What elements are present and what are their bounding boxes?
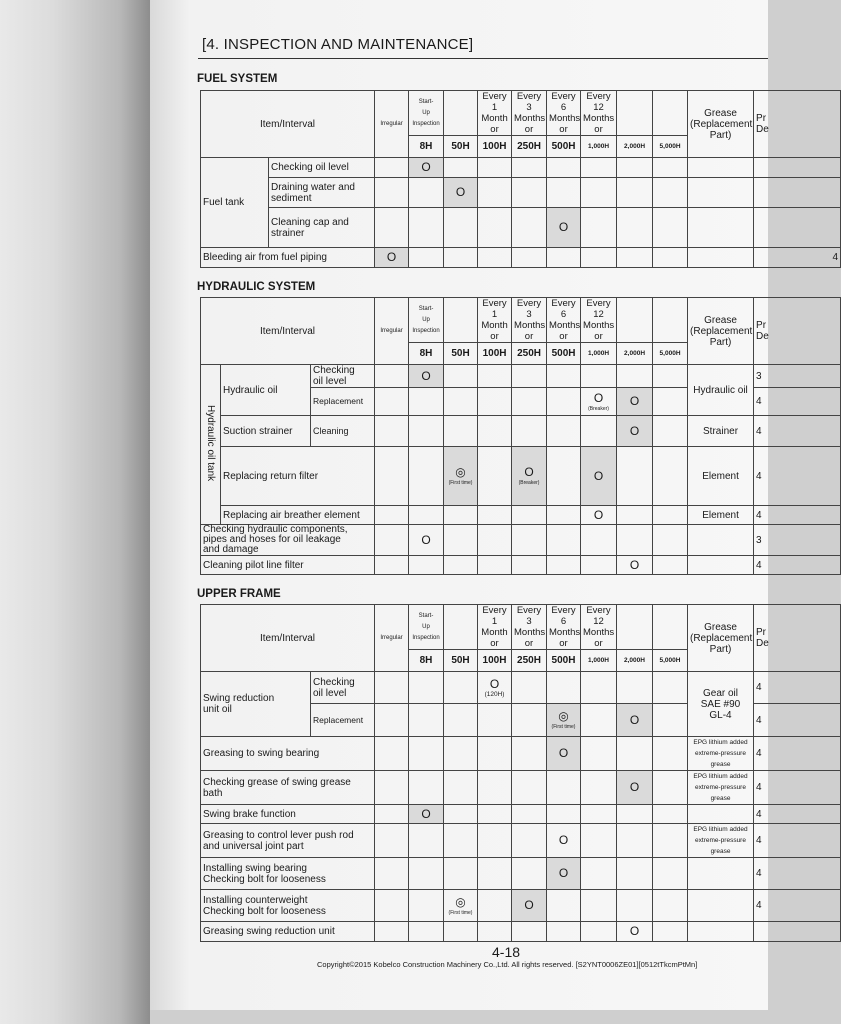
fuel-system-table [200, 90, 841, 268]
right-ref: 4 [754, 556, 841, 575]
right-ref: 4 [754, 416, 841, 447]
right-ref: 4 [754, 388, 841, 416]
hydraulic-oil-label: Hydraulic oil [221, 365, 311, 416]
hydraulic-system-table [200, 297, 841, 575]
item-label: Replacing air breather element [221, 506, 375, 525]
grease-value: Element [688, 447, 754, 506]
check-mark: O [547, 737, 581, 771]
upper-frame-title: UPPER FRAME [197, 588, 281, 600]
check-mark: O [409, 805, 444, 824]
item-label: Greasing to swing bearing [201, 737, 375, 771]
grease-value: Hydraulic oil [688, 365, 754, 416]
extra-header: Pr De [754, 91, 841, 158]
item-label: Installing counterweight Checking bolt for looseness [201, 890, 375, 922]
every-3-months-header: Every 3 Months or [512, 298, 547, 343]
sub-label: Replacement [311, 388, 375, 416]
hours-250h: 250H [512, 136, 547, 158]
hydraulic-tank-label: Hydraulic oil tank [201, 365, 221, 525]
check-mark: O [444, 178, 478, 208]
item-interval-header: Item/Interval [201, 91, 375, 158]
header-blank [444, 605, 478, 650]
irregular-header: Irregular [375, 298, 409, 365]
every-1-month-header: Every 1 Month or [478, 91, 512, 136]
hours-8h: 8H [409, 650, 444, 672]
hours-500h: 500H [547, 650, 581, 672]
irregular-header: Irregular [375, 91, 409, 158]
header-row [201, 298, 841, 343]
item-label: Bleeding air from fuel piping [201, 248, 375, 268]
table-row [201, 208, 841, 248]
table-row [201, 737, 841, 771]
hours-1000h: 1,000H [581, 136, 617, 158]
table-row [201, 672, 841, 704]
item-label: Swing brake function [201, 805, 375, 824]
hours-2000h: 2,000H [617, 650, 653, 672]
table-row [201, 556, 841, 575]
table-row [201, 922, 841, 942]
every-1-month-header: Every 1 Month or [478, 605, 512, 650]
right-ref: 4 [754, 890, 841, 922]
right-ref: 4 [754, 672, 841, 704]
check-mark: O [617, 704, 653, 737]
every-6-months-header: Every 6 Months or [547, 605, 581, 650]
header-blank [653, 298, 688, 343]
grease-value: Gear oil SAE #90 GL-4 [688, 672, 754, 737]
table-row [201, 178, 841, 208]
every-12-months-header: Every 12 Months or [581, 91, 617, 136]
table-row [201, 365, 841, 388]
every-3-months-header: Every 3 Months or [512, 91, 547, 136]
startup-header: Start- Up Inspection [409, 605, 444, 650]
hours-250h: 250H [512, 343, 547, 365]
item-label: Checking oil level [269, 158, 375, 178]
hours-1000h: 1,000H [581, 650, 617, 672]
header-blank [444, 91, 478, 136]
right-ref: 4 [754, 447, 841, 506]
binding-shadow [0, 0, 150, 1024]
table-row [201, 158, 841, 178]
right-ref: 4 [754, 248, 841, 268]
extra-header: Pr De [754, 605, 841, 672]
header-blank [617, 605, 653, 650]
header-blank [617, 91, 653, 136]
table-row [201, 525, 841, 556]
table-row [201, 506, 841, 525]
check-mark: O [617, 556, 653, 575]
header-blank [653, 91, 688, 136]
check-mark: O [617, 922, 653, 942]
item-label: Swing reduction unit oil [201, 672, 311, 737]
hydraulic-system-title: HYDRAULIC SYSTEM [197, 281, 316, 293]
item-label: Suction strainer [221, 416, 311, 447]
grease-header: Grease (Replacement Part) [688, 91, 754, 158]
table-row [201, 447, 841, 506]
hours-100h: 100H [478, 136, 512, 158]
check-mark: O [547, 858, 581, 890]
sub-label: Replacement [311, 704, 375, 737]
grease-value: Strainer [688, 416, 754, 447]
table-row [201, 890, 841, 922]
grease-value: Element [688, 506, 754, 525]
item-label: Installing swing bearing Checking bolt for looseness [201, 858, 375, 890]
hours-50h: 50H [444, 136, 478, 158]
grease-header: Grease (Replacement Part) [688, 605, 754, 672]
check-mark: ◎ (First time) [444, 890, 478, 922]
header-rule [198, 58, 768, 59]
check-mark: O [375, 248, 409, 268]
check-mark: O [581, 447, 617, 506]
irregular-header: Irregular [375, 605, 409, 672]
check-mark: O [547, 208, 581, 248]
check-mark: O [409, 525, 444, 556]
hours-5000h: 5,000H [653, 136, 688, 158]
fuel-tank-label: Fuel tank [201, 158, 269, 248]
item-label: Checking grease of swing grease bath [201, 771, 375, 805]
hours-500h: 500H [547, 343, 581, 365]
hours-2000h: 2,000H [617, 136, 653, 158]
right-ref: 3 [754, 525, 841, 556]
sub-label: Cleaning [311, 416, 375, 447]
item-label: Cleaning cap and strainer [269, 208, 375, 248]
item-label: Greasing swing reduction unit [201, 922, 375, 942]
every-3-months-header: Every 3 Months or [512, 605, 547, 650]
table-row [201, 248, 841, 268]
every-12-months-header: Every 12 Months or [581, 298, 617, 343]
header-blank [444, 298, 478, 343]
startup-header: Start- Up Inspection [409, 91, 444, 136]
check-mark: O [617, 416, 653, 447]
check-mark: O [409, 158, 444, 178]
hours-5000h: 5,000H [653, 650, 688, 672]
check-mark: ◎ (First time) [444, 447, 478, 506]
check-mark: O [547, 824, 581, 858]
check-mark: ◎ (First time) [547, 704, 581, 737]
item-label: Checking hydraulic components, pipes and hoses for oil leakage and damage [201, 525, 375, 556]
page-number: 4-18 [492, 944, 521, 960]
hours-1000h: 1,000H [581, 343, 617, 365]
fuel-system-title: FUEL SYSTEM [197, 73, 278, 85]
item-interval-header: Item/Interval [201, 298, 375, 365]
check-mark: O [409, 365, 444, 388]
item-label: Greasing to control lever push rod and universal joint part [201, 824, 375, 858]
right-ref: 3 [754, 365, 841, 388]
grease-value: EPG lithium added extreme-pressure grease [688, 824, 754, 858]
hours-250h: 250H [512, 650, 547, 672]
hours-8h: 8H [409, 343, 444, 365]
table-row [201, 416, 841, 447]
every-6-months-header: Every 6 Months or [547, 91, 581, 136]
sub-label: Checking oil level [311, 672, 375, 704]
right-ref: 4 [754, 824, 841, 858]
hours-100h: 100H [478, 343, 512, 365]
check-mark: O [617, 388, 653, 416]
hours-50h: 50H [444, 650, 478, 672]
right-ref: 4 [754, 704, 841, 737]
header-blank [653, 605, 688, 650]
right-ref: 4 [754, 805, 841, 824]
manual-page [150, 0, 839, 1010]
check-mark: O [512, 890, 547, 922]
page-header: [4. INSPECTION AND MAINTENANCE] [202, 36, 474, 53]
header-row [201, 91, 841, 136]
table-row [201, 824, 841, 858]
table-row [201, 805, 841, 824]
right-ref: 4 [754, 737, 841, 771]
grease-header: Grease (Replacement Part) [688, 298, 754, 365]
table-row [201, 858, 841, 890]
sub-label: Checking oil level [311, 365, 375, 388]
check-mark: O [581, 506, 617, 525]
right-ref: 4 [754, 506, 841, 525]
check-mark: O (120H) [478, 672, 512, 704]
hours-100h: 100H [478, 650, 512, 672]
hours-500h: 500H [547, 136, 581, 158]
hours-50h: 50H [444, 343, 478, 365]
item-interval-header: Item/Interval [201, 605, 375, 672]
header-row [201, 605, 841, 650]
extra-header: Pr De [754, 298, 841, 365]
header-blank [617, 298, 653, 343]
grease-value: EPG lithium added extreme-pressure grease [688, 737, 754, 771]
item-label: Replacing return filter [221, 447, 375, 506]
check-mark: O (Breaker) [512, 447, 547, 506]
upper-frame-table [200, 604, 841, 942]
copyright-notice: Copyright©2015 Kobelco Construction Machinery Co.,Ltd. All rights reserved. [S2YNT0006ZE01][0512tTkcmPtMn] [317, 960, 698, 969]
right-ref: 4 [754, 858, 841, 890]
item-label: Draining water and sediment [269, 178, 375, 208]
startup-header: Start- Up Inspection [409, 298, 444, 343]
hours-2000h: 2,000H [617, 343, 653, 365]
every-12-months-header: Every 12 Months or [581, 605, 617, 650]
check-mark: O [617, 771, 653, 805]
check-mark: O (Breaker) [581, 388, 617, 416]
right-ref: 4 [754, 771, 841, 805]
table-row [201, 771, 841, 805]
item-label: Cleaning pilot line filter [201, 556, 375, 575]
hours-8h: 8H [409, 136, 444, 158]
every-1-month-header: Every 1 Month or [478, 298, 512, 343]
every-6-months-header: Every 6 Months or [547, 298, 581, 343]
hours-5000h: 5,000H [653, 343, 688, 365]
grease-value: EPG lithium added extreme-pressure grease [688, 771, 754, 805]
